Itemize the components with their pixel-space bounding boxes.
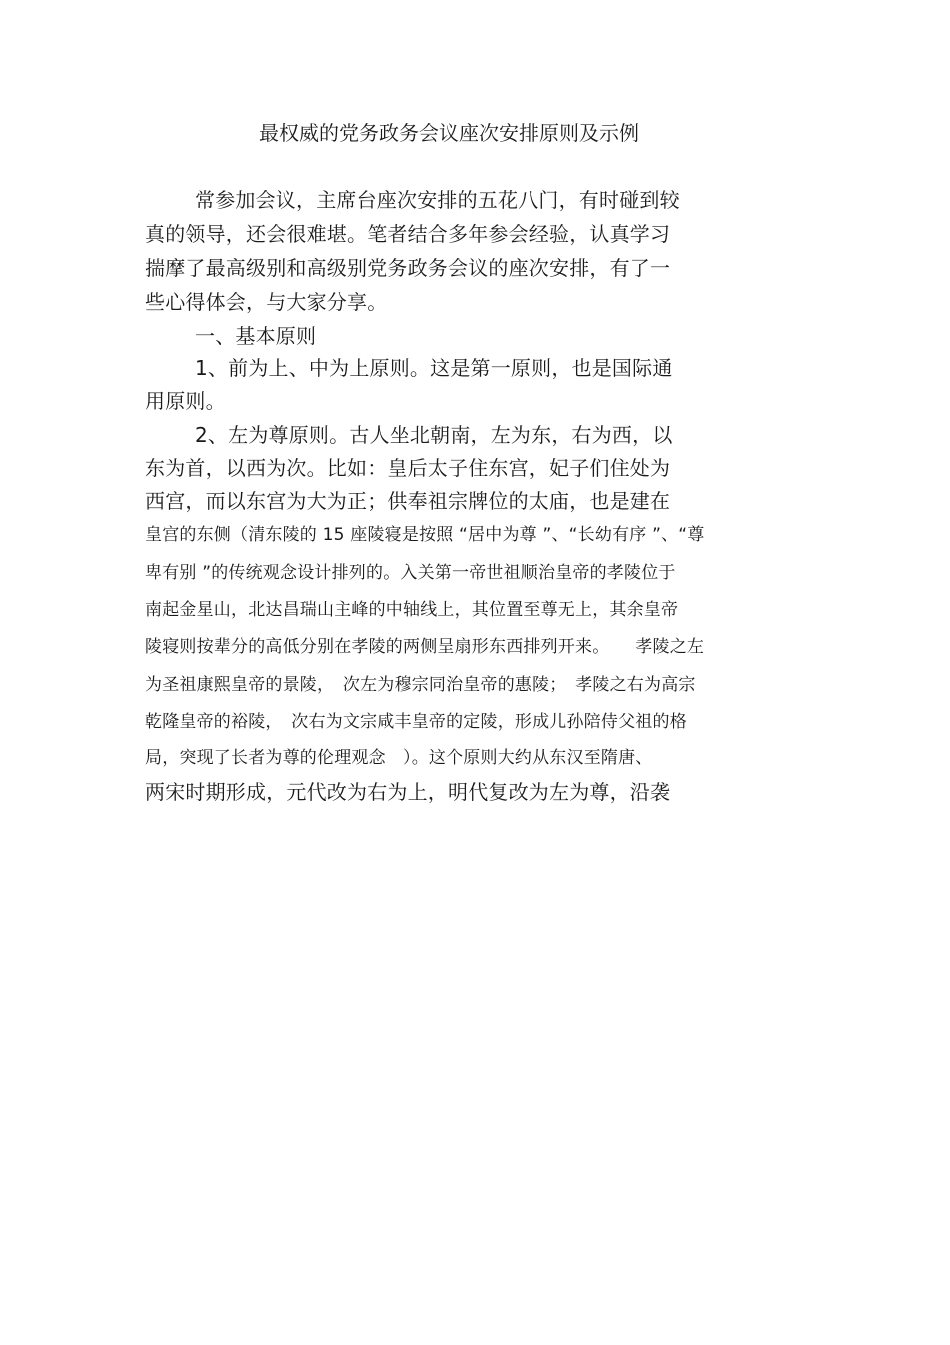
paragraph-line: 皇宫的东侧（清东陵的 15 座陵寝是按照 “居中为尊 ”、“长幼有序 ”、“尊 [145,525,705,545]
paragraph-line: 真的领导，还会很难堪。笔者结合多年参会经验，认真学习 [145,222,671,246]
paragraph-line: 局，突现了长者为尊的伦理观念 ）。这个原则大约从东汉至隋唐、 [145,748,653,768]
paragraph-line: 为圣祖康熙皇帝的景陵， 次左为穆宗同治皇帝的惠陵； 孝陵之右为高宗 [145,675,696,695]
paragraph-line: 南起金星山，北达昌瑞山主峰的中轴线上，其位置至尊无上，其余皇帝 [145,600,679,620]
paragraph-line: 陵寝则按辈分的高低分别在孝陵的两侧呈扇形东西排列开来。 孝陵之左 [145,637,705,657]
paragraph-line: 西宫，而以东宫为大为正；供奉祖宗牌位的太庙，也是建在 [145,489,671,513]
paragraph-line: 常参加会议，主席台座次安排的五花八门，有时碰到较 [195,188,680,212]
paragraph-line: 乾隆皇帝的裕陵， 次右为文宗咸丰皇帝的定陵，形成儿孙陪侍父祖的格 [145,712,687,732]
paragraph-line: 东为首，以西为次。比如：皇后太子住东宫，妃子们住处为 [145,456,671,480]
paragraph-line: 些心得体会，与大家分享。 [145,290,388,314]
section-heading: 一、基本原则 [195,324,317,348]
paragraph-line: 卑有别 ”的传统观念设计排列的。入关第一帝世祖顺治皇帝的孝陵位于 [145,563,676,583]
paragraph-line: 2、左为尊原则。古人坐北朝南，左为东，右为西，以 [195,423,673,447]
paragraph-line: 揣摩了最高级别和高级别党务政务会议的座次安排，有了一 [145,256,671,280]
paragraph-line: 1、前为上、中为上原则。这是第一原则，也是国际通 [195,356,673,380]
paragraph-line: 用原则。 [145,389,226,413]
paragraph-line: 两宋时期形成，元代改为右为上，明代复改为左为尊，沿袭 [145,780,671,804]
document-title: 最权威的党务政务会议座次安排原则及示例 [259,121,639,145]
